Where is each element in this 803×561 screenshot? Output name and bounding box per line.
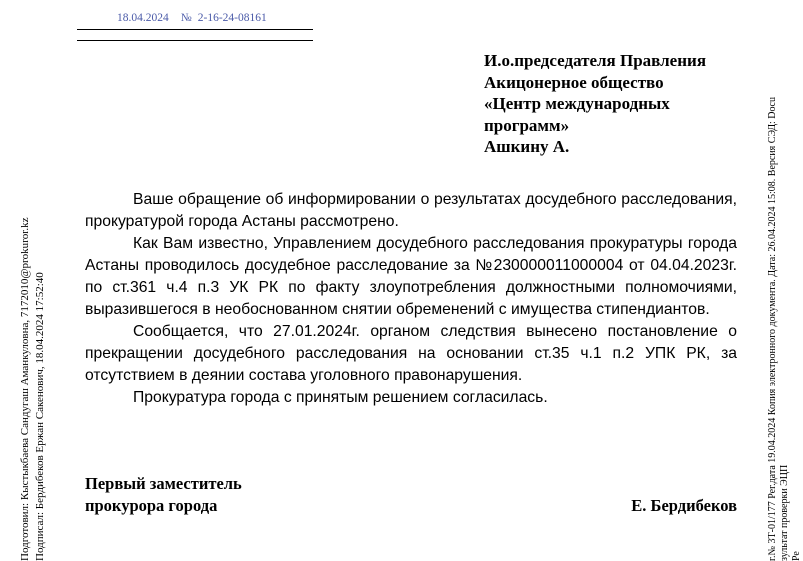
addressee-line: Ашкину А. <box>484 137 570 156</box>
registration-number: 2-16-24-08161 <box>197 12 267 24</box>
body-paragraph: Прокуратура города с принятым решением согласилась. <box>133 389 548 406</box>
addressee-block <box>484 50 744 158</box>
signature-check-prefix: Ре <box>791 551 802 561</box>
signature-name: Е. Бердибеков <box>631 496 737 515</box>
addressee-line: Акицонерное общество <box>484 72 664 92</box>
addressee-line: «Центр международных <box>484 94 670 113</box>
letter-body <box>85 189 737 409</box>
body-paragraph: Как Вам известно, Управлением досудебного расследования прокуратуры города Астаны проводилось досудебное расследование за №230000011000004 от 04.04.2023г. по ст.361 ч.4 п.3 УК РК по факту злоупотребления должностными полномочиями, выразившегося в необоснованном снятии обременений с имущества стипендиантов. <box>85 235 737 318</box>
prepared-by-text: Подготовил: Кыстыкбаева Сандугаш Аманкуловна, 7172010@prokuror.kz <box>19 217 31 561</box>
registration-underline <box>77 29 313 30</box>
addressee-line: программ» <box>484 115 570 135</box>
registration-date: 18.04.2024 <box>117 12 169 24</box>
signature-title-line: Первый заместитель <box>85 474 242 493</box>
signature-check-text: зультат проверки ЭЦП <box>779 464 790 561</box>
body-paragraph: Сообщается, что 27.01.2024г. органом следствия вынесено постановление о прекращении досудебного расследования на основании ст.35 ч.1 п.2 УПК РК, за отсутствием в деянии состава уголовного правонарушения. <box>85 323 737 384</box>
signed-by-text: Подписал: Бердибеков Ержан Сакенович, 18.04.2024 17:52:40 <box>34 272 46 561</box>
electronic-copy-text: г.№ 3Т-01/177 Рег.дата 19.04.2024 Копия электронного документа. Дата: 26.04.2024 15:08. Версия СЭД: Docu <box>767 97 778 561</box>
registration-divider <box>77 40 313 41</box>
registration-number-sign: № <box>180 12 192 24</box>
addressee-line: И.о.председателя Правления <box>484 51 707 70</box>
registration-line <box>117 12 267 24</box>
signature-title <box>85 473 242 517</box>
body-paragraph: Ваше обращение об информировании о результатах досудебного расследования, прокуратурой города Астаны рассмотрено. <box>85 191 737 230</box>
signature-title-line: прокурора города <box>85 496 218 515</box>
